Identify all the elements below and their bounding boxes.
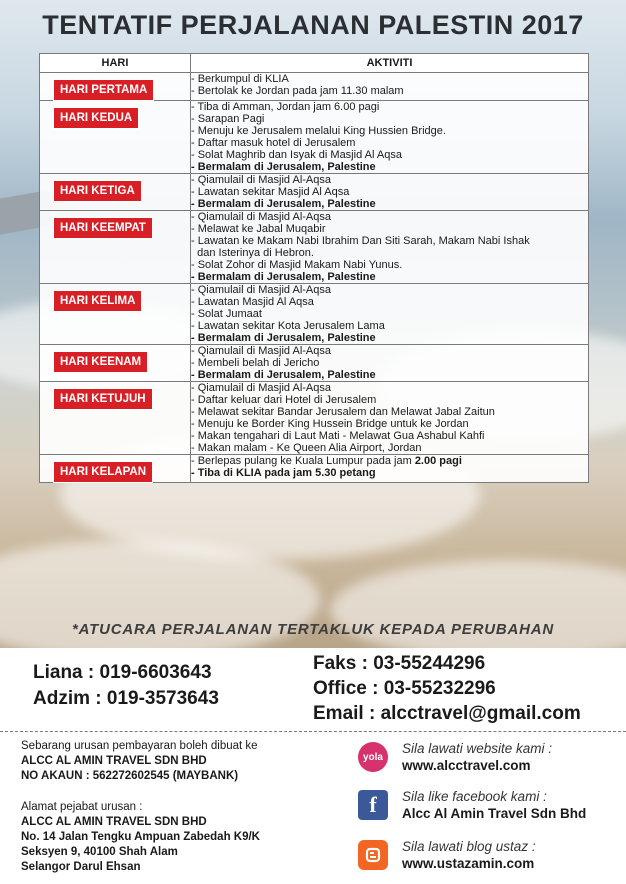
- activity-line: [191, 430, 588, 442]
- table-row: [40, 345, 589, 382]
- address-label: Alamat pejabat urusan :: [21, 801, 143, 813]
- activity-text: - Bertolak ke Jordan pada jam 11.30 malam: [191, 85, 404, 97]
- activity-line: [191, 223, 588, 235]
- activity-cell: [191, 284, 589, 345]
- activity-line: [191, 235, 588, 247]
- day-label: HARI KEENAM: [54, 352, 147, 372]
- day-cell: [40, 345, 191, 382]
- activity-text: - Qiamulail di Masjid Al-Aqsa: [191, 174, 331, 186]
- activity-cell: [191, 73, 589, 101]
- yola-icon: yola: [358, 742, 388, 772]
- activity-line: [191, 284, 588, 296]
- activity-text: - Bermalam di Jerusalem, Palestine: [191, 369, 376, 381]
- activity-text: - Solat Maghrib dan Isyak di Masjid Al Aqsa: [191, 149, 402, 161]
- activity-text: - Menuju ke Border King Hussein Bridge untuk ke Jordan: [191, 418, 469, 430]
- activity-line: [191, 332, 588, 344]
- activity-text: - Membeli belah di Jericho: [191, 357, 320, 369]
- day-label: HARI KELAPAN: [54, 462, 152, 482]
- table-row: [40, 73, 589, 101]
- activity-text: - Melawat ke Jabal Muqabir: [191, 223, 326, 235]
- activity-line: [191, 455, 588, 467]
- blog-link[interactable]: www.ustazamin.com: [402, 856, 535, 871]
- day-cell: [40, 455, 191, 483]
- activity-line: [191, 406, 588, 418]
- payment-line: Sebarang urusan pembayaran boleh dibuat ke: [21, 740, 258, 752]
- activity-time: 2.00 pagi: [414, 455, 462, 467]
- disclaimer-note: *ATUCARA PERJALANAN TERTAKLUK KEPADA PERUBAHAN: [71, 621, 555, 638]
- day-label: HARI KELIMA: [54, 291, 141, 311]
- facebook-label: Sila like facebook kami :: [402, 789, 547, 804]
- address-line: No. 14 Jalan Tengku Ampuan Zabedah K9/K: [21, 831, 260, 843]
- activity-text: - Daftar masuk hotel di Jerusalem: [191, 137, 356, 149]
- day-cell: [40, 284, 191, 345]
- activity-line: [191, 73, 588, 85]
- table-row: [40, 101, 589, 174]
- activity-line: [191, 296, 588, 308]
- contact-email: Email : alcctravel@gmail.com: [313, 703, 581, 724]
- activity-line: [191, 211, 588, 223]
- activity-text: - Solat Jumaat: [191, 308, 262, 320]
- activity-line: [191, 125, 588, 137]
- activity-cell: [191, 382, 589, 455]
- payment-company: ALCC AL AMIN TRAVEL SDN BHD: [21, 755, 207, 767]
- activity-line: [191, 369, 588, 381]
- activity-line: [191, 174, 588, 186]
- payment-info: [21, 739, 258, 784]
- table-row: [40, 284, 589, 345]
- activity-text: - Daftar keluar dari Hotel di Jerusalem: [191, 394, 377, 406]
- activity-text: - Lawatan sekitar Masjid Al Aqsa: [191, 186, 350, 198]
- activity-text: - Lawatan sekitar Kota Jerusalem Lama: [191, 320, 385, 332]
- activity-line: [191, 418, 588, 430]
- header-day: HARI: [40, 54, 191, 73]
- contact-office: Office : 03-55232296: [313, 678, 496, 699]
- activity-text: - Lawatan ke Makam Nabi Ibrahim Dan Siti Sarah, Makam Nabi Ishak: [191, 235, 530, 247]
- activity-line: [191, 394, 588, 406]
- website-link[interactable]: www.alcctravel.com: [402, 758, 531, 773]
- day-cell: [40, 382, 191, 455]
- contact-adzim: Adzim : 019-3573643: [33, 688, 219, 709]
- activity-text: - Bermalam di Jerusalem, Palestine: [191, 161, 376, 173]
- activity-line: [191, 198, 588, 210]
- day-label: HARI PERTAMA: [54, 80, 153, 100]
- activity-cell: [191, 211, 589, 284]
- address-company: ALCC AL AMIN TRAVEL SDN BHD: [21, 816, 207, 828]
- table-row: [40, 455, 589, 483]
- activity-text: - Qiamulail di Masjid Al-Aqsa: [191, 284, 331, 296]
- divider: [0, 731, 626, 732]
- activity-line: [191, 113, 588, 125]
- activity-text: - Sarapan Pagi: [191, 113, 265, 125]
- day-cell: [40, 101, 191, 174]
- activity-line: [191, 247, 588, 259]
- blogger-glyph-icon: [364, 846, 382, 864]
- facebook-icon: f: [358, 790, 388, 820]
- day-label: HARI KEEMPAT: [54, 218, 152, 238]
- activity-cell: [191, 345, 589, 382]
- activity-text: - Melawat sekitar Bandar Jerusalem dan Melawat Jabal Zaitun: [191, 406, 495, 418]
- activity-text: - Qiamulail di Masjid Al-Aqsa: [191, 211, 331, 223]
- day-cell: [40, 211, 191, 284]
- activity-line: [191, 308, 588, 320]
- activity-line: [191, 186, 588, 198]
- table-row: [40, 174, 589, 211]
- activity-text: - Qiamulail di Masjid Al-Aqsa: [191, 345, 331, 357]
- activity-line: [191, 442, 588, 454]
- activity-text: - Bermalam di Jerusalem, Palestine: [191, 271, 376, 283]
- activity-text: - Berlepas pulang ke Kuala Lumpur pada jam: [191, 455, 415, 467]
- website-label: Sila lawati website kami :: [402, 741, 553, 756]
- activity-line: [191, 161, 588, 173]
- activity-cell: [191, 101, 589, 174]
- activity-text: - Bermalam di Jerusalem, Palestine: [191, 332, 376, 344]
- table-row: [40, 211, 589, 284]
- day-label: HARI KEDUA: [54, 108, 138, 128]
- activity-line: [191, 101, 588, 113]
- activity-text: - Menuju ke Jerusalem melalui King Hussien Bridge.: [191, 125, 446, 137]
- day-label: HARI KETIGA: [54, 181, 141, 201]
- activity-line: [191, 85, 588, 97]
- day-label: HARI KETUJUH: [54, 389, 152, 409]
- activity-line: [191, 259, 588, 271]
- blogger-icon: [358, 840, 388, 870]
- address-line: Selangor Darul Ehsan: [21, 861, 141, 873]
- activity-text: - Qiamulail di Masjid Al-Aqsa: [191, 382, 331, 394]
- payment-account: NO AKAUN : 562272602545 (MAYBANK): [21, 770, 239, 782]
- activity-text: - Makan tengahari di Laut Mati - Melawat Gua Ashabul Kahfi: [191, 430, 485, 442]
- table-header-row: [40, 54, 589, 73]
- activity-cell: [191, 174, 589, 211]
- activity-text: - Solat Zohor di Masjid Makam Nabi Yunus.: [191, 259, 403, 271]
- activity-text: - Tiba di Amman, Jordan jam 6.00 pagi: [191, 101, 380, 113]
- office-address: [21, 800, 260, 875]
- blog-label: Sila lawati blog ustaz :: [402, 839, 536, 854]
- activity-text: - Tiba di KLIA pada jam 5.30 petang: [191, 467, 376, 479]
- activity-text: - Lawatan Masjid Al Aqsa: [191, 296, 314, 308]
- activity-line: [191, 345, 588, 357]
- contact-faks: Faks : 03-55244296: [313, 653, 486, 674]
- contact-liana: Liana : 019-6603643: [33, 662, 212, 683]
- activity-line: [191, 467, 588, 479]
- activity-cell: [191, 455, 589, 483]
- activity-line: [191, 320, 588, 332]
- activity-text: - Bermalam di Jerusalem, Palestine: [191, 198, 376, 210]
- activity-line: [191, 137, 588, 149]
- activity-line: [191, 149, 588, 161]
- day-cell: [40, 73, 191, 101]
- address-line: Seksyen 9, 40100 Shah Alam: [21, 846, 178, 858]
- day-cell: [40, 174, 191, 211]
- header-activity: AKTIVITI: [191, 54, 589, 73]
- table-row: [40, 382, 589, 455]
- itinerary-table: [39, 53, 589, 483]
- activity-text: - Berkumpul di KLIA: [191, 73, 289, 85]
- activity-text: dan Isterinya di Hebron.: [191, 247, 314, 259]
- activity-line: [191, 357, 588, 369]
- page-title: TENTATIF PERJALANAN PALESTIN 2017: [42, 10, 584, 40]
- activity-line: [191, 271, 588, 283]
- facebook-link[interactable]: Alcc Al Amin Travel Sdn Bhd: [402, 806, 587, 821]
- activity-text: - Makan malam - Ke Queen Alia Airport, Jordan: [191, 442, 422, 454]
- activity-line: [191, 382, 588, 394]
